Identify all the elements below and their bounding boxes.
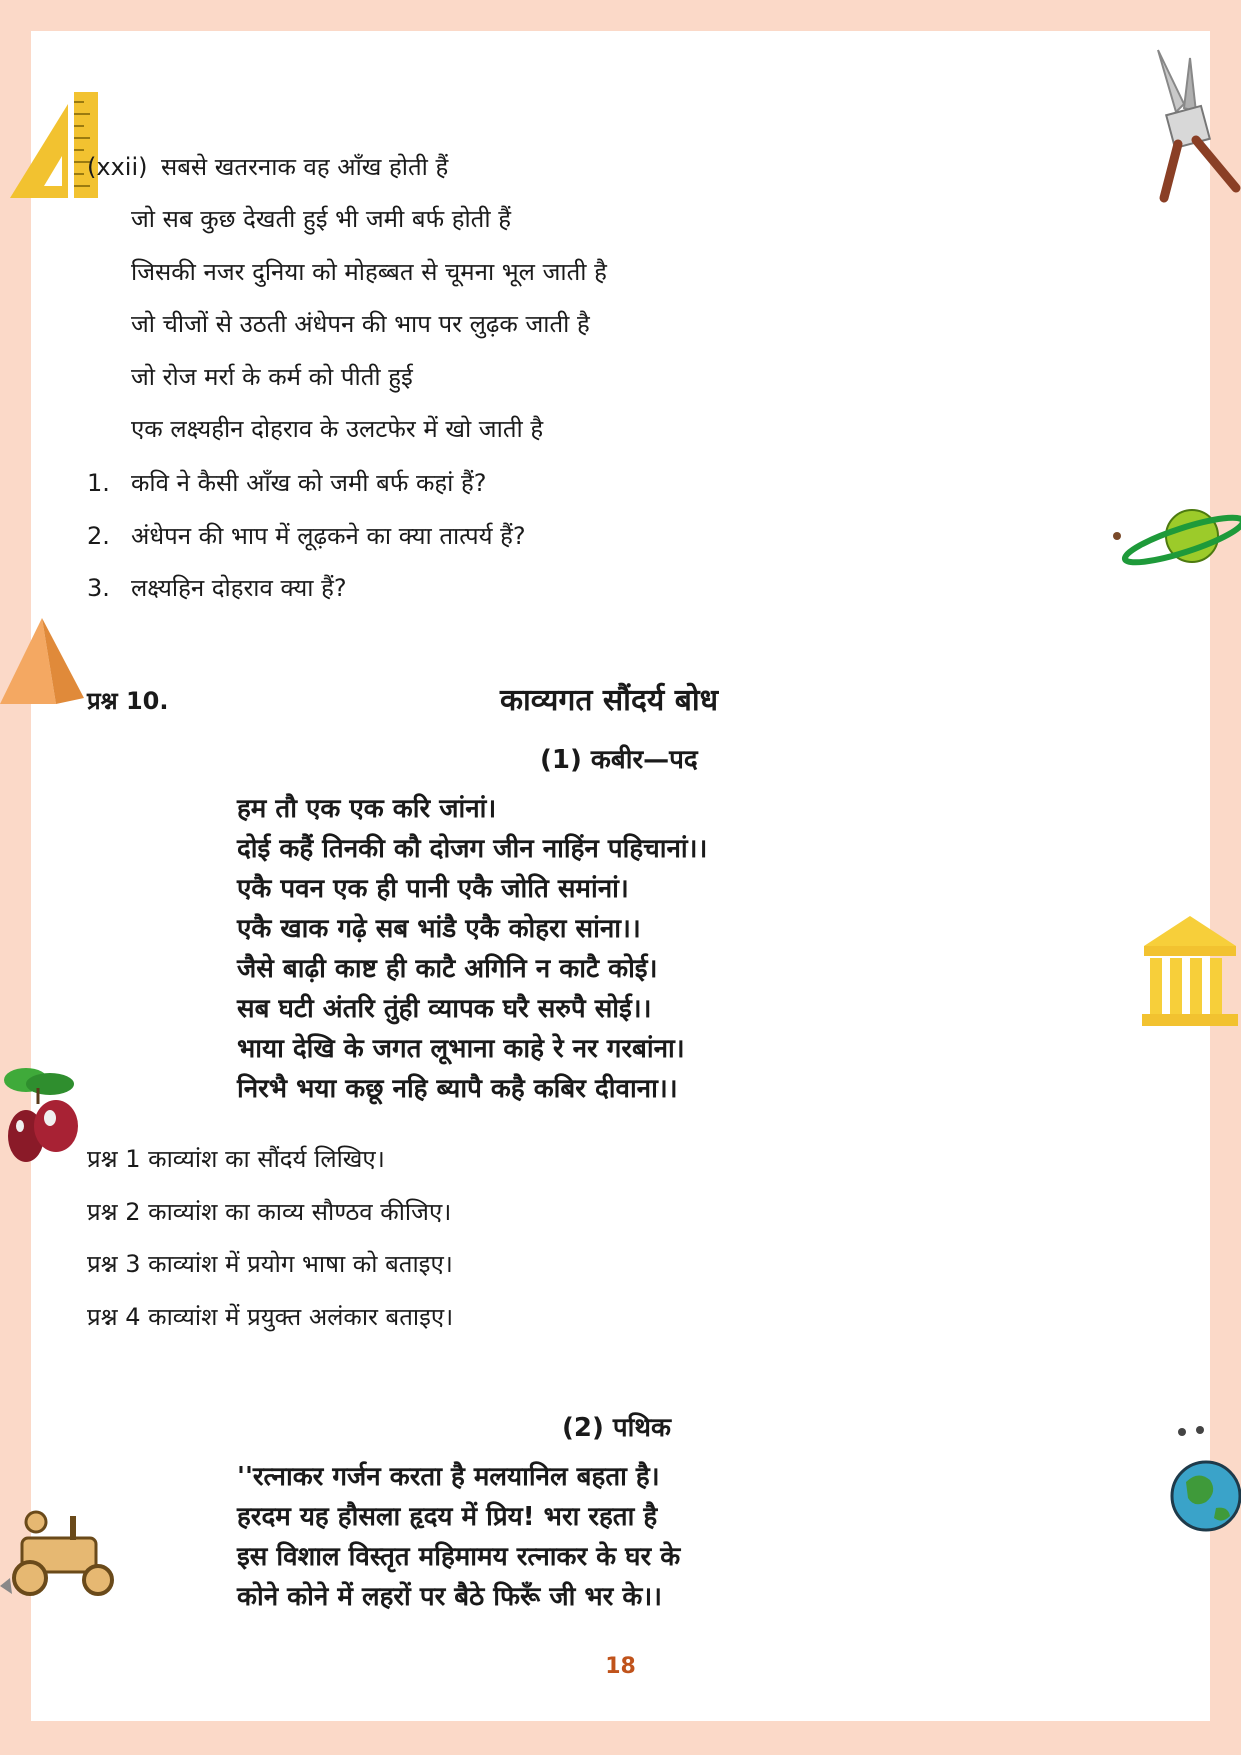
question-number: 3. bbox=[87, 574, 110, 602]
question-text: कवि ने कैसी आँख को जमी बर्फ कहां हैं? bbox=[131, 469, 487, 497]
kabir-question: प्रश्न 2 काव्यांश का काव्य सौण्ठव कीजिए। bbox=[87, 1198, 452, 1226]
page-number: 18 bbox=[605, 1654, 636, 1679]
jamun-fruit-icon bbox=[0, 1060, 86, 1168]
question-text: लक्ष्यहिन दोहराव क्या हैं? bbox=[131, 574, 347, 602]
poem-line: जैसे बाढ़ी काष्ट ही काटै अगिनि न काटै कोई। bbox=[237, 954, 658, 984]
pathik-subtitle: (2) पथिक bbox=[562, 1413, 671, 1443]
stanza-line: जिसकी नजर दुनिया को मोहब्बत से चूमना भूल जाती है bbox=[131, 258, 607, 286]
poem-line: ''रत्नाकर गर्जन करता है मलयानिल बहता है। bbox=[237, 1462, 660, 1492]
poem-line: एकै खाक गढ़े सब भांडै एकै कोहरा सांना।। bbox=[237, 914, 641, 944]
pyramid-icon bbox=[0, 616, 86, 706]
stanza-line: सबसे खतरनाक वह आँख होती हैं bbox=[161, 153, 449, 181]
question-number: 1. bbox=[87, 469, 110, 497]
poem-line: एकै पवन एक ही पानी एकै जोति समांनां। bbox=[237, 874, 629, 904]
kabir-poem bbox=[237, 789, 707, 1109]
poem-line: निरभै भया कछू नहि ब्यापै कहै कबिर दीवाना।। bbox=[237, 1074, 678, 1104]
stanza-label: (xxii) bbox=[87, 153, 148, 181]
poem-line: दोई कहैं तिनकी कौ दोजग जीन नाहिंन पहिचानां।। bbox=[237, 834, 708, 864]
globe-icon bbox=[1166, 1422, 1241, 1534]
garden-shears-icon bbox=[1150, 48, 1241, 206]
stanza-line: जो रोज मर्रा के कर्म को पीती हुई bbox=[131, 363, 413, 391]
stanza-line: जो चीजों से उठती अंधेपन की भाप पर लुढ़क जाती है bbox=[131, 310, 590, 338]
planet-icon bbox=[1112, 500, 1241, 572]
tractor-icon bbox=[0, 1508, 124, 1600]
poem-line: सब घटी अंतरि तुंही व्यापक घरै सरुपै सोई।। bbox=[237, 994, 652, 1024]
kabir-question: प्रश्न 1 काव्यांश का सौंदर्य लिखिए। bbox=[87, 1145, 385, 1173]
question-text: अंधेपन की भाप में लूढ़कने का क्या तात्पर्य हैं? bbox=[131, 522, 526, 550]
set-square-ruler-icon bbox=[4, 90, 104, 202]
stanza-line: एक लक्ष्यहीन दोहराव के उलटफेर में खो जाती है bbox=[131, 415, 544, 443]
question-number: 2. bbox=[87, 522, 110, 550]
kabir-subtitle: (1) कबीर—पद bbox=[540, 745, 698, 775]
kabir-question: प्रश्न 4 काव्यांश में प्रयुक्त अलंकार बताइए। bbox=[87, 1303, 454, 1331]
poem-line: हम तौ एक एक करि जांनां। bbox=[237, 794, 497, 824]
kabir-question: प्रश्न 3 काव्यांश में प्रयोग भाषा को बताइए। bbox=[87, 1250, 453, 1278]
temple-pillars-icon bbox=[1140, 912, 1241, 1028]
poem-line: हरदम यह हौसला हृदय में प्रिय! भरा रहता है bbox=[237, 1502, 658, 1532]
poem-line: कोने कोने में लहरों पर बैठे फिरूँ जी भर के।। bbox=[237, 1582, 663, 1612]
section-title: काव्यगत सौंदर्य बोध bbox=[500, 683, 719, 718]
section-label: प्रश्न 10. bbox=[87, 687, 169, 715]
stanza-line: जो सब कुछ देखती हुई भी जमी बर्फ होती हैं bbox=[131, 205, 511, 233]
poem-line: भाया देखि के जगत लूभाना काहे रे नर गरबांना। bbox=[237, 1034, 685, 1064]
poem-line: इस विशाल विस्तृत महिमामय रत्नाकर के घर के bbox=[237, 1542, 681, 1572]
pathik-poem bbox=[237, 1457, 680, 1617]
